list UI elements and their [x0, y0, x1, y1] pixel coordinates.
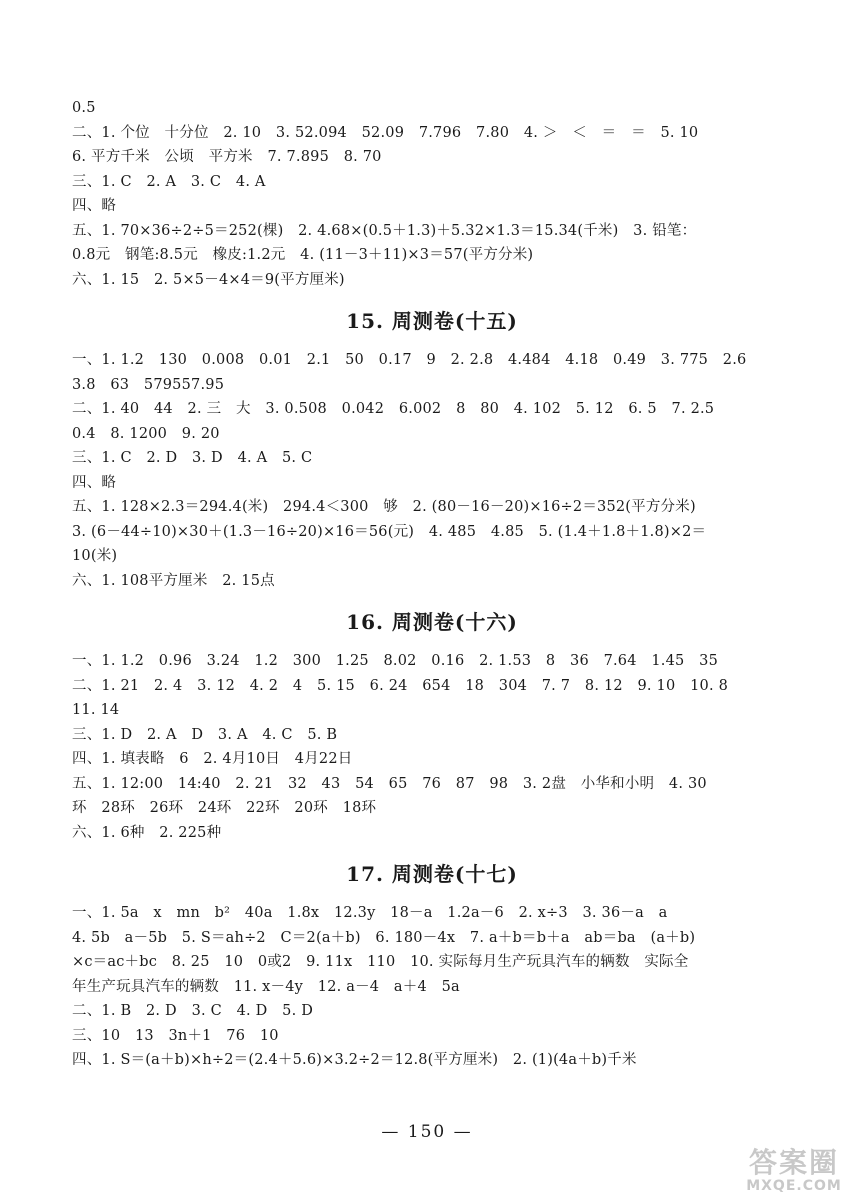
answer-line: 11. 14 — [72, 702, 120, 718]
answer-line: 一、1. 1.2 0.96 3.24 1.2 300 1.25 8.02 0.16 2. 1.53 8 36 7.64 1.45 35 — [72, 653, 718, 669]
answer-line: 六、1. 108平方厘米 2. 15点 — [72, 572, 275, 589]
answer-line: 3. (6－44÷10)×30＋(1.3－16÷20)×16＝56(元) 4. 485 4.85 5. (1.4＋1.8＋1.8)×2＝ — [72, 523, 707, 540]
answer-line: 一、1. 1.2 130 0.008 0.01 2.1 50 0.17 9 2. 2.8 4.484 4.18 0.49 3. 775 2.6 — [72, 352, 747, 368]
answer-line: 二、1. B 2. D 3. C 4. D 5. D — [72, 1003, 314, 1019]
section-17-title: 17. 周测卷(十七) — [346, 862, 518, 886]
section-17-answers — [72, 901, 792, 1073]
answer-line: 6. 平方千米 公顷 平方米 7. 7.895 8. 70 — [72, 149, 382, 165]
watermark-logo: 答案圈 — [748, 1146, 839, 1179]
answer-line: 三、1. D 2. A D 3. A 4. C 5. B — [72, 726, 338, 743]
answer-line: 0.4 8. 1200 9. 20 — [72, 425, 220, 442]
answer-line: 二、1. 21 2. 4 3. 12 4. 2 4 5. 15 6. 24 654 18 304 7. 7 8. 12 9. 10 10. 8 — [72, 677, 728, 694]
section-16-answers — [72, 649, 792, 845]
answer-line: 五、1. 12:00 14:40 2. 21 32 43 54 65 76 87 98 3. 2盘 小华和小明 4. 30 — [72, 775, 707, 792]
answer-line: 五、1. 70×36÷2÷5＝252(棵) 2. 4.68×(0.5＋1.3)＋5.32×1.3＝15.34(千米) 3. 铅笔： — [72, 222, 697, 239]
section-14-tail — [72, 96, 792, 292]
answer-line: 三、10 13 3n＋1 76 10 — [72, 1027, 279, 1044]
page-number: — 150 — — [381, 1122, 473, 1142]
answer-page — [72, 96, 792, 1073]
section-15-answers — [72, 348, 792, 593]
answer-line: 四、略 — [72, 198, 117, 214]
answer-line: 二、1. 个位 十分位 2. 10 3. 52.094 52.09 7.796 7.80 4. ＞ ＜ ＝ ＝ 5. 10 — [72, 124, 699, 141]
answer-line: 二、1. 40 44 2. 三 大 3. 0.508 0.042 6.002 8 80 4. 102 5. 12 6. 5 7. 2.5 — [72, 401, 715, 417]
answer-line: ×c＝ac＋bc 8. 25 10 0或2 9. 11x 110 10. 实际每月生产玩具汽车的辆数 实际全 — [72, 954, 689, 970]
answer-line: 10(米) — [72, 548, 118, 564]
answer-line: 六、1. 6种 2. 225种 — [72, 824, 222, 841]
answer-line: 六、1. 15 2. 5×5－4×4＝9(平方厘米) — [72, 271, 345, 288]
answer-line: 4. 5b a－5b 5. S＝ah÷2 C＝2(a＋b) 6. 180－4x 7. a＋b＝b＋a ab＝ba (a＋b) — [72, 929, 696, 946]
answer-line: 0.8元 钢笔:8.5元 橡皮:1.2元 4. (11－3＋11)×3＝57(平方分米) — [72, 247, 534, 263]
answer-line: 四、略 — [72, 474, 117, 491]
section-15-title: 15. 周测卷(十五) — [346, 309, 518, 333]
answer-line: 四、1. S＝(a＋b)×h÷2＝(2.4＋5.6)×3.2÷2＝12.8(平方厘米) 2. (1)(4a＋b)千米 — [72, 1052, 637, 1068]
answer-line: 环 28环 26环 24环 22环 20环 18环 — [72, 800, 377, 816]
watermark-url: MXQE.COM — [746, 1178, 842, 1194]
answer-line: 0.5 — [72, 100, 96, 116]
answer-line: 一、1. 5a x mn b² 40a 1.8x 12.3y 18－a 1.2a－6 2. x÷3 3. 36－a a — [72, 905, 668, 921]
answer-line: 四、1. 填表略 6 2. 4月10日 4月22日 — [72, 751, 353, 767]
answer-line: 三、1. C 2. A 3. C 4. A — [72, 173, 266, 190]
section-16-title: 16. 周测卷(十六) — [346, 610, 518, 634]
answer-line: 五、1. 128×2.3＝294.4(米) 294.4＜300 够 2. (80－16－20)×16÷2＝352(平方分米) — [72, 499, 696, 515]
answer-line: 年生产玩具汽车的辆数 11. x－4y 12. a－4 a＋4 5a — [72, 978, 460, 995]
answer-line: 三、1. C 2. D 3. D 4. A 5. C — [72, 450, 313, 466]
answer-line: 3.8 63 579557.95 — [72, 376, 225, 393]
watermark — [744, 1148, 844, 1194]
